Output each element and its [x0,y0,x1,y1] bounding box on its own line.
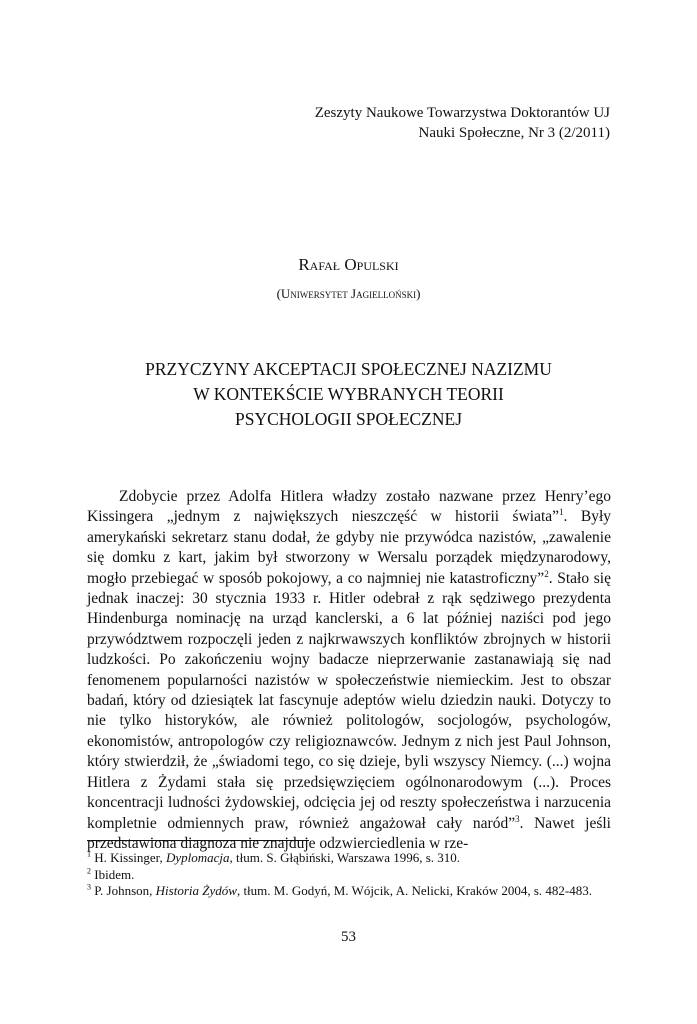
footnote-3 [87,883,611,900]
footnote-2 [87,867,611,884]
footnote-1 [87,850,611,867]
journal-name: Zeszyty Naukowe Towarzystwa Doktorantów UJ [314,105,610,121]
title-line-3: PSYCHOLOGII SPOŁECZNEJ [234,409,463,429]
footnote-divider [87,840,309,841]
body-paragraph [87,487,611,854]
page-number: 53 [341,929,356,945]
footnote-text: H. Kissinger, [91,850,166,865]
footnote-book-title: Historia Żydów [155,883,237,898]
article-title [0,357,697,432]
footnote-ref-3: 3 [515,813,520,824]
author-affiliation: (Uniwersytet Jagielloński) [276,286,421,301]
footnote-ref-1: 1 [559,507,564,518]
footnote-text: Ibidem. [91,866,135,882]
footnote-text: tłum. S. Głąbiński, Warszawa 1996, s. 310. [232,850,461,865]
footnote-text: , tłum. M. Godyń, M. Wójcik, A. Nelicki, Kraków 2004, s. 482-483. [236,883,593,898]
footnote-text: P. Johnson, [91,883,156,898]
footnote-number: 2 [87,866,91,876]
footnote-number: 3 [87,882,91,892]
body-text [87,487,611,854]
footnote-number: 1 [87,849,91,859]
title-line-1: PRZYCZYNY AKCEPTACJI SPOŁECZNEJ NAZIZMU [145,359,552,379]
title-line-2: W KONTEKŚCIE WYBRANYCH TEORII [193,384,504,404]
author-name: Rafał Opulski [298,255,399,274]
footnote-ref-2: 2 [544,568,549,579]
body-segment-4: . Nawet jeśli przedstawiona diagnoza nie znajduje odzwierciedlenia w rze- [87,814,611,852]
body-segment-1: Zdobycie przez Adolfa Hitlera władzy zostało nazwane przez Henry’ego Kissingera „jednym z największych nieszczęść w historii świata” [87,488,611,526]
footnotes [87,850,611,900]
body-segment-2: . Były amerykański sekretarz stanu dodał, że gdyby nie przywódca nazistów, „zawalenie się domku z kart, jakim był stworzony w Wersalu porządek międzynarodowy, mogło przebiegać w sposób pokojowy, a co najmniej nie katastroficzny” [87,508,611,587]
journal-header [315,103,610,143]
body-segment-3: . Stało się jednak inaczej: 30 stycznia 1933 r. Hitler odebrał z rąk sędziwego prezydenta Hindenburga nominację na urząd kanclerski, a 6 lat później naziści pod jego przywództwem rozpoczęli jeden z najkrwawszych konfliktów zbrojnych w historii ludzkości. Po zakończeniu wojny badacze nieprzerwanie zastanawiają się nad fenomenem popularności nazistów w społeczeństwie niemieckim. Jest to obszar badań, który od dziesiątek lat fascynuje adeptów wielu dziedzin nauki. Dotyczy to nie tylko historyków, ale również politologów, socjologów, psychologów, ekonomistów, antropologów czy religioznawców. Jednym z nich jest Paul Johnson, który stwierdził, że „świadomi tego, co się dzieje, byli wszyscy Niemcy. (...) wojna Hitlera z Żydami stała się przedsięwzięciem ogólnonarodowym (...). Proces koncentracji ludności żydowskiej, odcięcia jej od reszty społeczeństwa i narzucenia kompletnie odmiennych praw, również angażował cały naród” [87,569,611,832]
footnote-book-title: Dyplomacja, [165,850,233,865]
journal-issue: Nauki Społeczne, Nr 3 (2/2011) [418,125,610,141]
